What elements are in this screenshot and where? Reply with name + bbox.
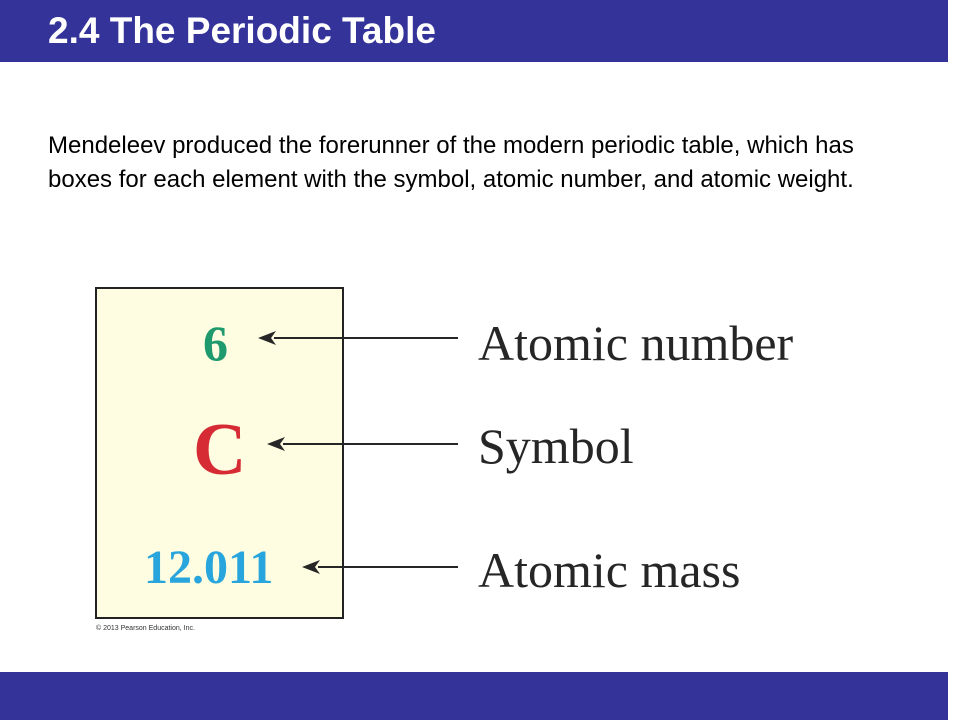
- footer-bar: [0, 672, 948, 720]
- copyright-notice: © 2013 Pearson Education, Inc.: [96, 625, 195, 632]
- atomic-mass-label: Atomic mass: [478, 542, 741, 598]
- symbol-label: Symbol: [478, 418, 634, 474]
- atomic-number-label: Atomic number: [478, 315, 794, 371]
- slide-body-text: Mendeleev produced the forerunner of the modern periodic table, which has boxes for each element with the symbol, atomic number, and atomic weight.: [48, 132, 854, 193]
- slide-title: 2.4 The Periodic Table: [48, 10, 436, 51]
- atomic-mass-value: 12.011: [144, 541, 274, 594]
- atomic-number-value: 6: [203, 315, 228, 371]
- element-symbol-value: C: [193, 409, 247, 491]
- symbol-arrow: [267, 437, 458, 451]
- atomic-number-arrow: [258, 331, 458, 345]
- atomic-mass-arrow: [302, 560, 458, 574]
